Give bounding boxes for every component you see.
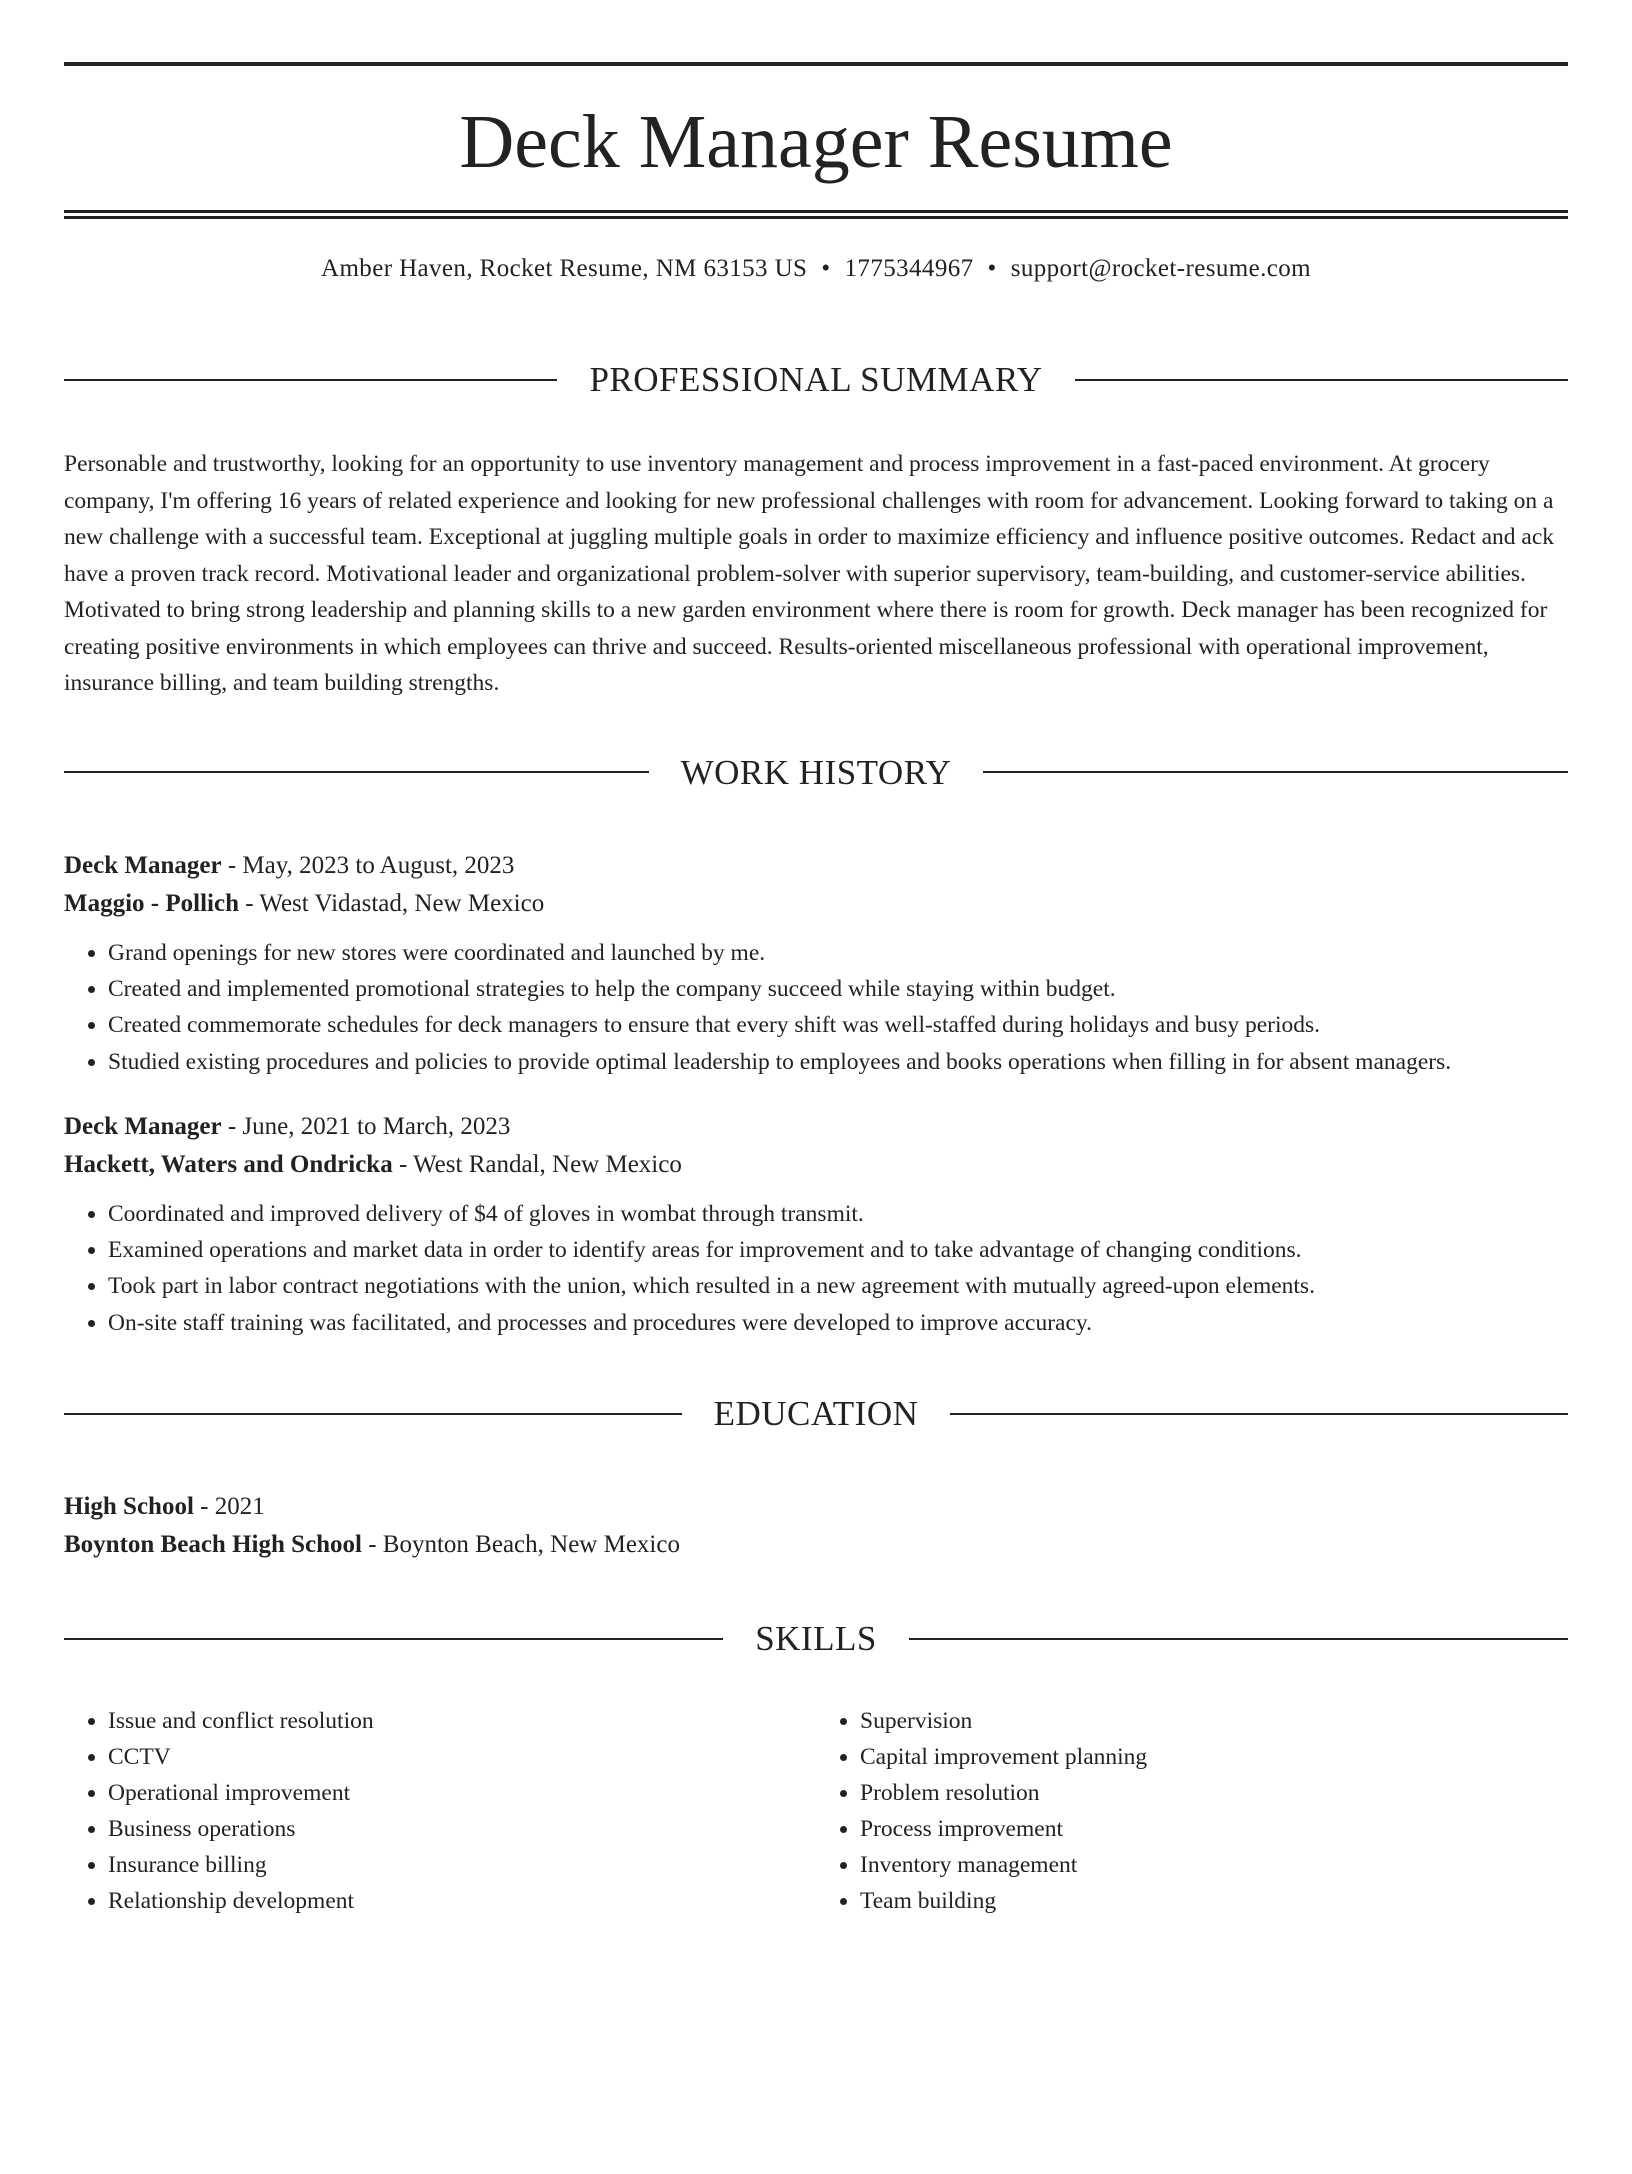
section-rule-left (64, 771, 649, 773)
job-company: Hackett, Waters and Ondricka (64, 1150, 393, 1178)
section-rule-left (64, 1638, 723, 1640)
contact-separator: • (987, 255, 997, 282)
job-company-line (64, 885, 1568, 923)
section-header-summary (64, 333, 1568, 426)
contact-separator: • (821, 255, 831, 282)
job-bullet: • Created commemorate schedules for deck managers to ensure that every shift was well-staffed during holidays and busy periods. (108, 1007, 1568, 1043)
skill-item: • Process improvement (860, 1811, 1568, 1847)
job-dates: - May, 2023 to August, 2023 (221, 851, 515, 879)
job-title-line (64, 1108, 1568, 1146)
resume-title: Deck Manager Resume (459, 100, 1173, 184)
job-location: - West Vidastad, New Mexico (238, 889, 545, 917)
skills-columns (64, 1703, 1568, 1919)
contact-phone: 1775344967 (844, 255, 974, 282)
education-location: - Boynton Beach, New Mexico (361, 1531, 680, 1559)
job-title-line (64, 847, 1568, 885)
section-rule-right (983, 771, 1568, 773)
education-degree: High School (64, 1493, 194, 1521)
title-block (64, 62, 1568, 219)
skill-item: • CCTV (108, 1739, 816, 1775)
job-bullet: • Coordinated and improved delivery of $4 of gloves in wombat through transmit. (108, 1196, 1568, 1232)
skill-item: • Supervision (860, 1703, 1568, 1739)
section-title-education: EDUCATION (713, 1394, 919, 1434)
section-rule-left (64, 1413, 682, 1415)
skill-item: • Insurance billing (108, 1847, 816, 1883)
education-school: Boynton Beach High School (64, 1531, 362, 1559)
education-entry (64, 1488, 1568, 1564)
job-bullet: • On-site staff training was facilitated, and processes and procedures were developed to improve accuracy. (108, 1305, 1568, 1341)
skill-item: • Operational improvement (108, 1775, 816, 1811)
job-bullet: • Created and implemented promotional strategies to help the company succeed while staying within budget. (108, 971, 1568, 1007)
skill-item: • Inventory management (860, 1847, 1568, 1883)
section-rule-right (950, 1413, 1568, 1415)
skill-item: • Relationship development (108, 1883, 816, 1919)
job-entry (64, 847, 1568, 1080)
job-bullet: • Grand openings for new stores were coordinated and launched by me. (108, 935, 1568, 971)
job-bullet: • Took part in labor contract negotiations with the union, which resulted in a new agreement with mutually agreed-upon elements. (108, 1268, 1568, 1304)
job-bullet: • Studied existing procedures and policies to provide optimal leadership to employees and books operations when filling in for absent managers. (108, 1044, 1568, 1080)
section-header-work-history (64, 726, 1568, 819)
job-title: Deck Manager (64, 851, 222, 879)
job-entry (64, 1108, 1568, 1341)
section-rule-left (64, 379, 557, 381)
title-double-rule (64, 210, 1568, 219)
education-school-line (64, 1526, 1568, 1564)
section-header-skills (64, 1592, 1568, 1685)
skill-item: • Capital improvement planning (860, 1739, 1568, 1775)
job-bullets (64, 1196, 1568, 1341)
skill-item: • Team building (860, 1883, 1568, 1919)
skills-list-right (816, 1703, 1568, 1919)
section-title-work-history: WORK HISTORY (680, 752, 952, 792)
job-dates: - June, 2021 to March, 2023 (221, 1112, 511, 1140)
contact-email: support@rocket-resume.com (1010, 255, 1311, 282)
contact-address: Amber Haven, Rocket Resume, NM 63153 US (321, 255, 808, 282)
education-year: - 2021 (193, 1493, 265, 1521)
contact-line (64, 255, 1568, 283)
section-title-summary: PROFESSIONAL SUMMARY (589, 360, 1043, 400)
summary-text: Personable and trustworthy, looking for an opportunity to use inventory management and process improvement in a fast-paced environment. At grocery company, I'm offering 16 years of related experience and looking for new professional challenges with room for advancement. Looking forward to taking on a new challenge with a successful team. Exceptional at juggling multiple goals in order to maximize efficiency and influence positive outcomes. Redact and ack have a proven track record. Motivational leader and organizational problem-solver with superior supervisory, team-building, and customer-service abilities. Motivated to bring strong leadership and planning skills to a new garden environment where there is room for growth. Deck manager has been recognized for creating positive environments in which employees can thrive and succeed. Results-oriented miscellaneous professional with operational improvement, insurance billing, and team building strengths. (64, 451, 1555, 697)
section-header-education (64, 1367, 1568, 1460)
job-company-line (64, 1146, 1568, 1184)
job-bullet: • Examined operations and market data in order to identify areas for improvement and to take advantage of changing conditions. (108, 1232, 1568, 1268)
section-rule-right (909, 1638, 1568, 1640)
job-title: Deck Manager (64, 1112, 222, 1140)
job-location: - West Randal, New Mexico (392, 1150, 682, 1178)
education-degree-line (64, 1488, 1568, 1526)
skill-item: • Business operations (108, 1811, 816, 1847)
skills-list-left (64, 1703, 816, 1919)
section-rule-right (1075, 379, 1568, 381)
resume-page (0, 62, 1632, 2174)
skill-item: • Problem resolution (860, 1775, 1568, 1811)
section-title-skills: SKILLS (755, 1619, 877, 1659)
job-company: Maggio - Pollich (64, 889, 239, 917)
job-bullets (64, 935, 1568, 1080)
skill-item: • Issue and conflict resolution (108, 1703, 816, 1739)
